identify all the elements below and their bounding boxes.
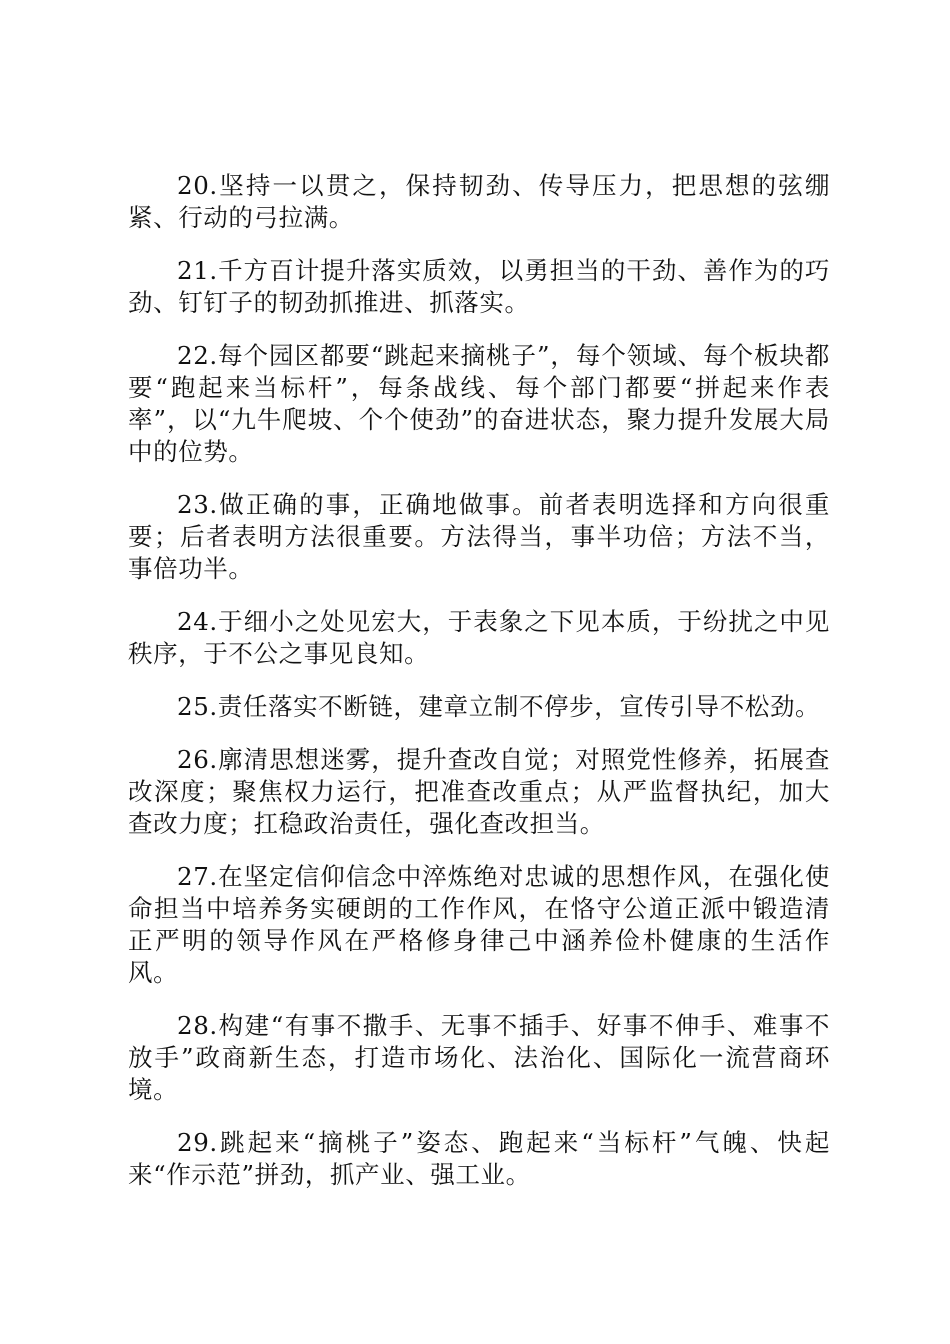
paragraph-28: 28.构建“有事不撒手、无事不插手、好事不伸手、难事不放手”政商新生态，打造市场化、法治化、国际化一流营商环境。: [128, 1011, 830, 1104]
paragraph-23: 23.做正确的事，正确地做事。前者表明选择和方向很重要；后者表明方法很重要。方法得当，事半功倍；方法不当，事倍功半。: [128, 490, 830, 583]
document-body: [128, 170, 830, 1212]
paragraph-24: 24.于细小之处见宏大，于表象之下见本质，于纷扰之中见秩序，于不公之事见良知。: [128, 607, 830, 668]
paragraph-22: 22.每个园区都要“跳起来摘桃子”，每个领域、每个板块都要“跑起来当标杆”，每条战线、每个部门都要“拼起来作表率”，以“九牛爬坡、个个使劲”的奋进状态，聚力提升发展大局中的位势。: [128, 341, 830, 466]
paragraph-27: 27.在坚定信仰信念中淬炼绝对忠诚的思想作风，在强化使命担当中培养务实硬朗的工作作风，在恪守公道正派中锻造清正严明的领导作风在严格修身律己中涵养俭朴健康的生活作风。: [128, 862, 830, 987]
paragraph-20: 20.坚持一以贯之，保持韧劲、传导压力，把思想的弦绷紧、行动的弓拉满。: [128, 171, 830, 232]
paragraph-26: 26.廓清思想迷雾，提升查改自觉；对照党性修养，拓展查改深度；聚焦权力运行，把准查改重点；从严监督执纪，加大查改力度；扛稳政治责任，强化查改担当。: [128, 745, 830, 838]
paragraph-25: 25.责任落实不断链，建章立制不停步，宣传引导不松劲。: [177, 692, 821, 721]
paragraph-29: 29.跳起来“摘桃子”姿态、跑起来“当标杆”气魄、快起来“作示范”拼劲，抓产业、强工业。: [128, 1128, 830, 1189]
paragraph-21: 21.千方百计提升落实质效，以勇担当的干劲、善作为的巧劲、钉钉子的韧劲抓推进、抓落实。: [128, 256, 830, 317]
